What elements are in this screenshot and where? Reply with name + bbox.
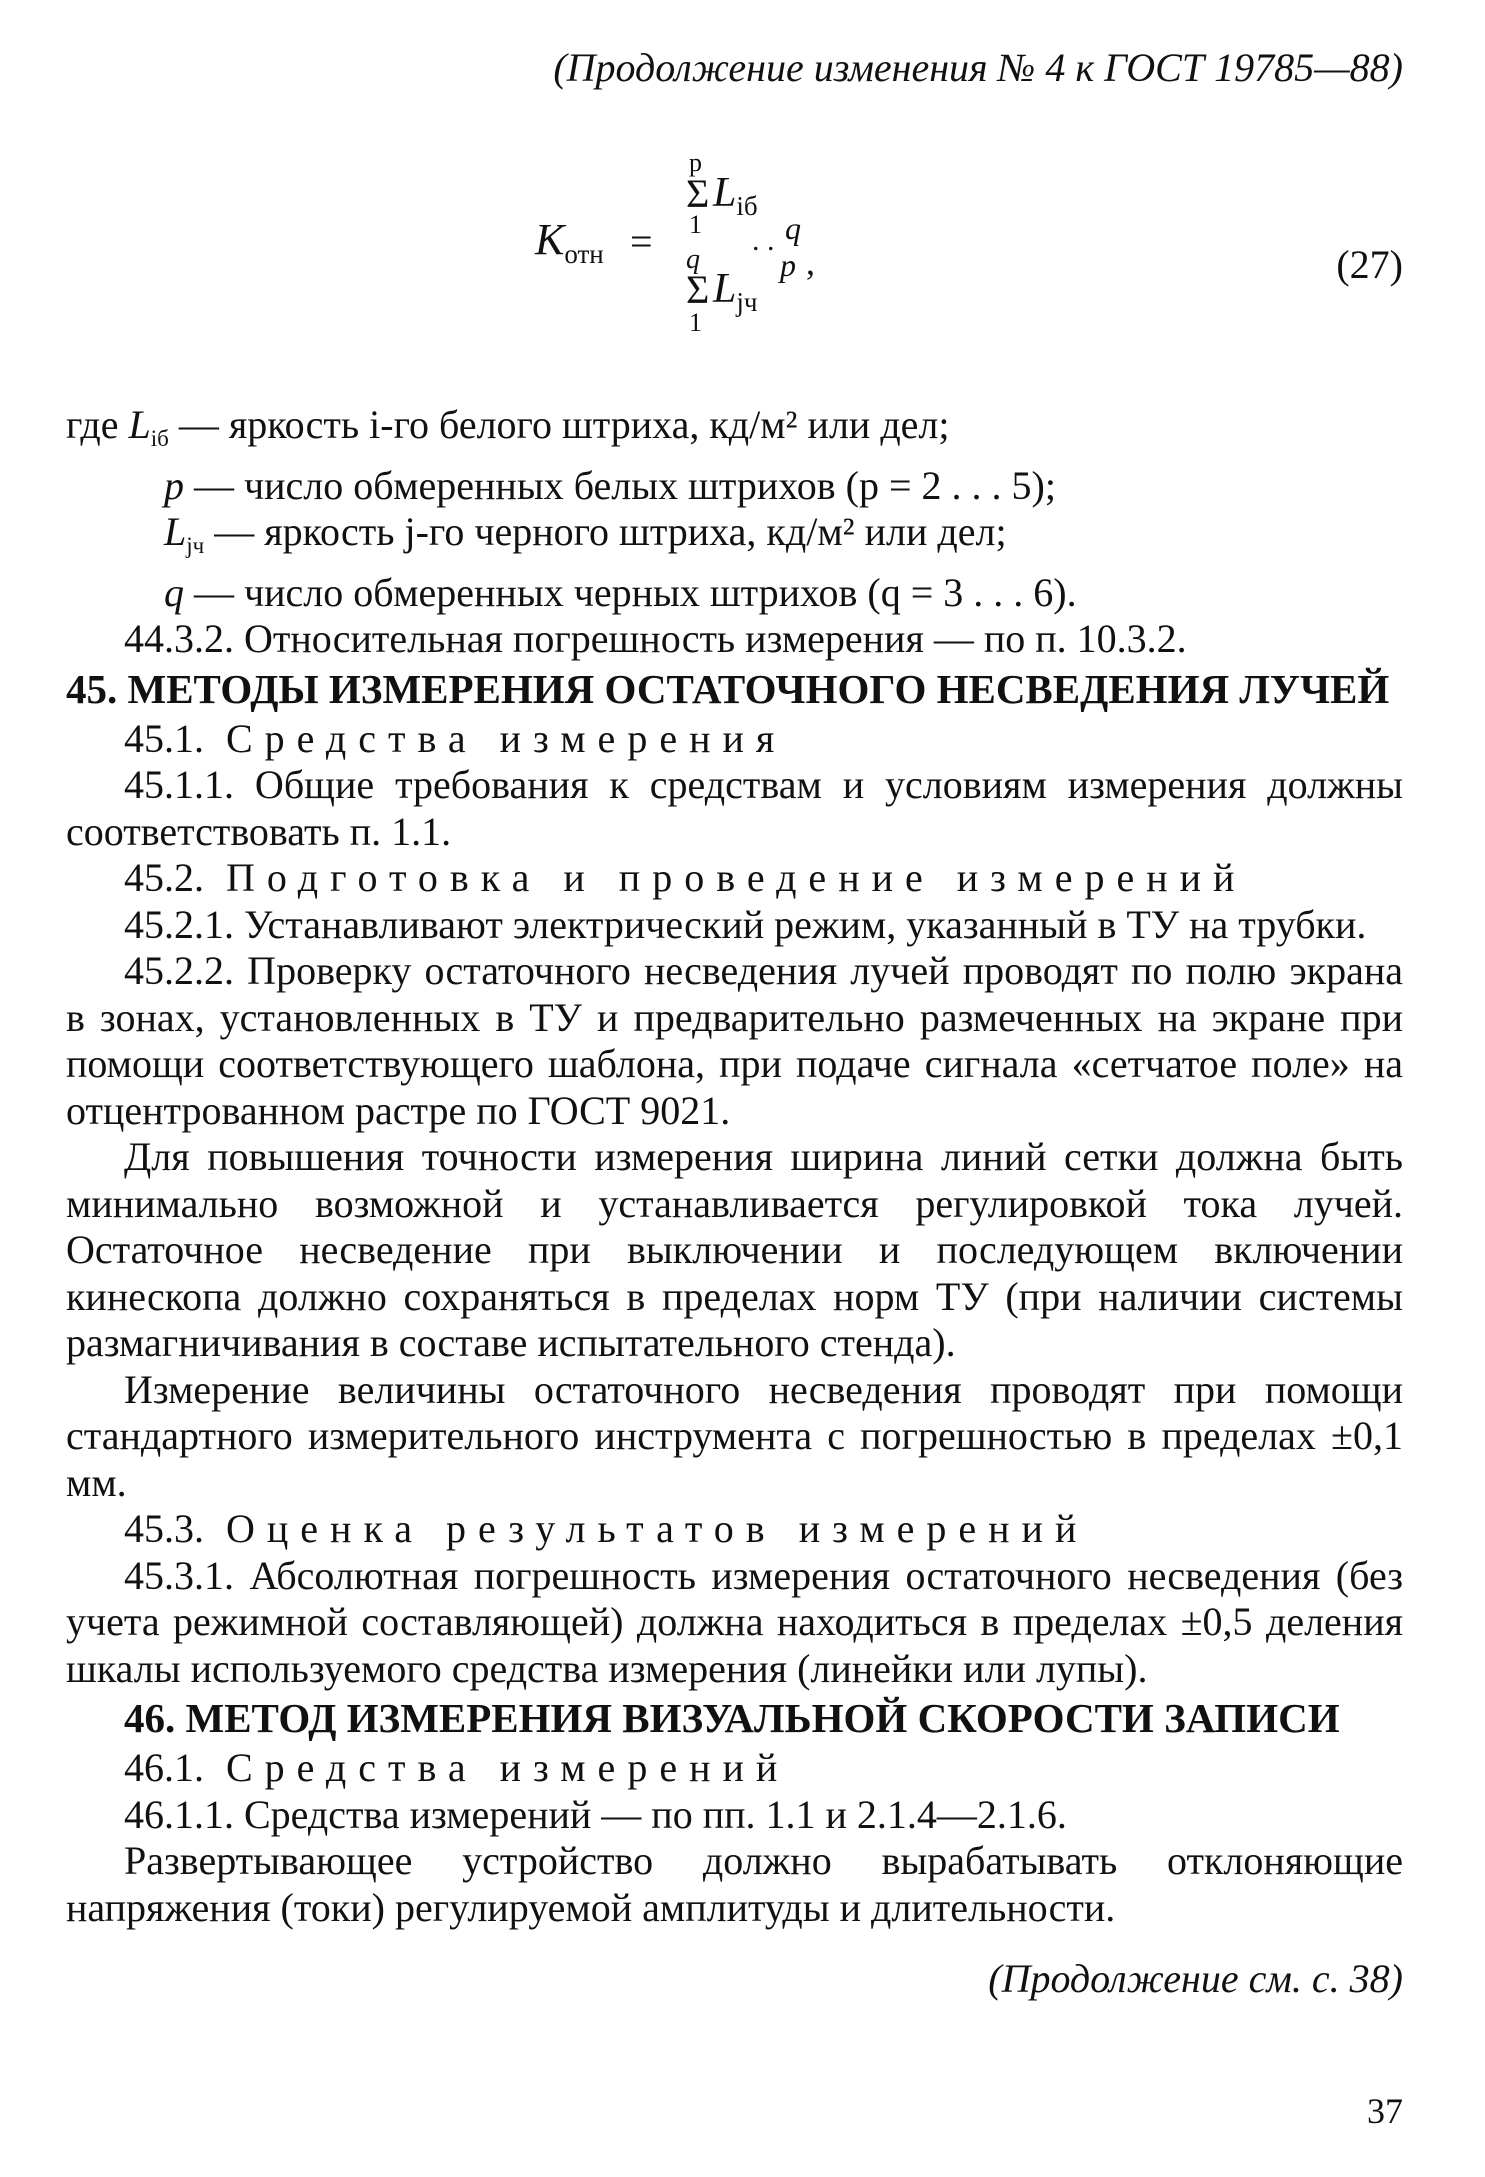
definition-text: — число обмеренных черных штрихов (q = 3 . . . 6). xyxy=(184,569,1077,615)
paragraph-45-3-1: 45.3.1. Абсолютная погрешность измерения остаточного несведения (без учета режимной составляющей) должна находиться в пределах ±0,5 деления шкалы используемого средства измерения (линейки или лупы). xyxy=(66,1552,1403,1691)
definition-item xyxy=(66,509,1403,570)
subsection-number: 45.1. xyxy=(124,715,204,761)
definition-text: — яркость i-го белого штриха, кд/м² или дел; xyxy=(168,402,950,447)
subsection-title: Подготовка и проведение измерений xyxy=(226,855,1247,900)
definition-symbol xyxy=(164,509,205,558)
subsection-number: 45.2. xyxy=(124,855,204,900)
denominator-term xyxy=(713,268,757,316)
subsection-45-2-heading xyxy=(66,855,1403,902)
numerator-term xyxy=(713,172,758,220)
definition-item xyxy=(66,570,1403,617)
symbol-letter: q xyxy=(164,569,184,615)
paragraph-45-2-1: 45.2.1. Устанавливают электрический режим, указанный в ТУ на трубки. xyxy=(124,901,1367,947)
subsection-45-1-heading xyxy=(66,716,1403,763)
section-45-heading: 45. МЕТОДЫ ИЗМЕРЕНИЯ ОСТАТОЧНОГО НЕСВЕДЕНИЯ ЛУЧЕЙ xyxy=(66,665,1390,712)
subsection-number: 46.1. xyxy=(124,1745,204,1790)
denominator-symbol: L xyxy=(713,266,737,312)
subsection-title: Средства измерений xyxy=(226,1745,790,1790)
formula-comma: , xyxy=(806,242,815,282)
definition-item xyxy=(66,402,1403,463)
definition-text: — яркость j-го черного штриха, кд/м² или дел; xyxy=(204,509,1007,554)
subsection-number: 45.3. xyxy=(124,1506,204,1551)
subsection-45-3-heading xyxy=(66,1506,1403,1553)
paragraph-45-1-1: 45.1.1. Общие требования к средствам и условиям измерения должны соответствовать п. 1.1. xyxy=(66,762,1403,854)
formula-27 xyxy=(0,0,1485,360)
formula-dots: . . xyxy=(752,224,775,257)
paragraph-44-3-2: 44.3.2. Относительная погрешность измерения — по п. 10.3.2. xyxy=(124,616,1187,661)
factor-numerator: q xyxy=(785,210,801,246)
definition-symbol xyxy=(128,402,169,451)
denominator-sub: jч xyxy=(736,287,758,317)
subsection-title: Средства измерения xyxy=(226,715,787,761)
definitions-list xyxy=(66,402,1403,616)
page-header: (Продолжение изменения № 4 к ГОСТ 19785—88) xyxy=(553,45,1403,90)
symbol-letter: L xyxy=(128,402,151,447)
denominator-upper-limit: q xyxy=(686,244,700,275)
formula-number: (27) xyxy=(1336,242,1403,287)
definition-symbol xyxy=(164,463,184,508)
formula-lhs xyxy=(535,215,604,269)
section-46-heading: 46. МЕТОД ИЗМЕРЕНИЯ ВИЗУАЛЬНОЙ СКОРОСТИ ЗАПИСИ xyxy=(124,1695,1340,1741)
subsection-title: Оценка результатов измерений xyxy=(226,1506,1089,1551)
page-number: 37 xyxy=(1367,2091,1403,2131)
definition-item xyxy=(66,463,1403,510)
definition-text: — число обмеренных белых штрихов (p = 2 . . . 5); xyxy=(184,462,1056,508)
symbol-letter: p xyxy=(164,462,184,508)
subsection-46-1-heading xyxy=(66,1745,1403,1792)
symbol-sub: jч xyxy=(186,533,205,558)
definition-symbol xyxy=(164,570,184,615)
denominator-lower-limit: 1 xyxy=(689,308,702,337)
numerator-sum-sign: Σ xyxy=(686,171,710,216)
paragraph-measurement: Измерение величины остаточного несведения проводят при помощи стандартного измерительного инструмента с погрешностью в пределах ±0,1 мм. xyxy=(66,1366,1403,1505)
symbol-sub: iб xyxy=(150,426,169,451)
formula-lhs-sub: отн xyxy=(564,239,604,269)
continuation-note: (Продолжение см. с. 38) xyxy=(988,1956,1403,2001)
body-text xyxy=(66,402,1403,1931)
numerator-symbol: L xyxy=(713,170,737,216)
definition-lead: где xyxy=(66,402,129,447)
numerator-upper-limit: p xyxy=(689,148,702,177)
paragraph-45-2-2: 45.2.2. Проверку остаточного несведения лучей проводят по полю экрана в зонах, установленных в ТУ и предварительно размеченных на экране при помощи соответствующего шаблона, при подаче сигнала «сетчатое поле» на отцентрованном растре по ГОСТ 9021. xyxy=(66,948,1403,1133)
denominator-sum-sign: Σ xyxy=(686,267,710,312)
numerator-sub: iб xyxy=(736,191,758,221)
paragraph-accuracy: Для повышения точности измерения ширина линий сетки должна быть минимально возможной и устанавливается регулировкой тока лучей. Остаточное несведение при выключении и последующем включении кинескопа должно сохраняться в пределах норм ТУ (при наличии системы размагничивания в составе испытательного стенда). xyxy=(66,1134,1403,1365)
paragraph-sweep-device: Развертывающее устройство должно вырабатывать отклоняющие напряжения (токи) регулируемой амплитуды и длительности. xyxy=(66,1838,1403,1930)
factor-denominator: p xyxy=(780,247,796,283)
formula-equals: = xyxy=(630,219,653,264)
numerator-lower-limit: 1 xyxy=(689,210,702,239)
formula-lhs-symbol: K xyxy=(535,215,565,264)
symbol-letter: L xyxy=(164,509,187,554)
paragraph-46-1-1: 46.1.1. Средства измерений — по пп. 1.1 и 2.1.4—2.1.6. xyxy=(124,1791,1067,1837)
